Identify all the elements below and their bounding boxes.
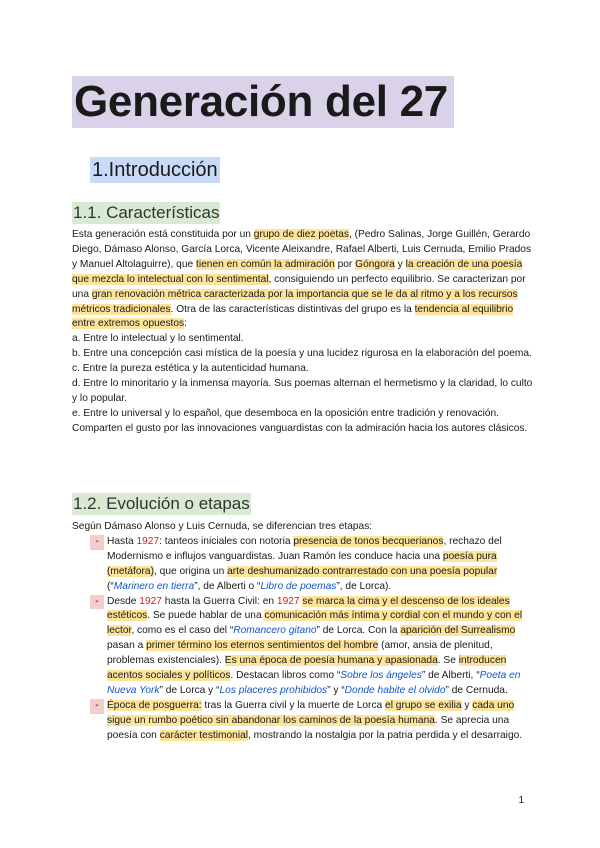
list-item: c. Entre la pureza estética y la autenticidad humana.: [72, 363, 309, 375]
list-item: e. Entre lo universal y lo español, que desemboca en la oposición entre tradición y renovación. Comparten el gusto por las innovaciones vanguardistas con la admiración hacia los autores clásicos.: [72, 407, 528, 434]
book-title: Los placeres prohibidos: [219, 684, 328, 696]
book-title: Romancero gitano: [233, 625, 317, 637]
highlight: arte deshumanizado contrarrestado con una poesía popular: [227, 565, 498, 577]
text-run: , que origina un: [154, 565, 228, 577]
text-run: hasta la Guerra Civil: en: [161, 595, 277, 607]
highlight: carácter testimonial: [159, 729, 249, 741]
text-run: y: [461, 699, 473, 711]
text-run: (“: [107, 580, 114, 592]
highlight: primer término los eternos sentimientos del hombre: [146, 640, 379, 652]
list-item: b. Entre una concepción casi mística de la poesía y una lucidez rigurosa en la elaboración del poema.: [72, 348, 532, 360]
text-run: ” de Cernuda.: [445, 684, 508, 696]
text-run: . Se: [437, 655, 459, 667]
text-run: . Otra de las características distintivas del grupo es la: [170, 303, 415, 315]
text-run: ” y “: [327, 684, 345, 696]
highlight: aparición del Surrealismo: [400, 625, 516, 637]
text-run: . Se puede hablar de una: [147, 610, 265, 622]
text-run: , consiguiendo un perfecto equilibrio. Se caracterizan por una: [72, 273, 526, 300]
evolucion-body: [72, 520, 534, 744]
text-run: ” de Lorca. Con la: [316, 625, 401, 637]
highlight: cada uno sigue un rumbo poético sin abandonar los caminos de la poesía humana: [107, 699, 515, 726]
book-title: Sobre los ángeles: [340, 670, 422, 682]
page-title: Generación del 27: [72, 76, 454, 128]
text-run: . Se aprecia una poesía con: [107, 714, 510, 741]
bullet-dash: -: [90, 535, 104, 550]
highlight: comunicación más íntima y cordial con el mundo y con el lector: [107, 610, 523, 637]
highlight: el grupo se exilia: [385, 699, 462, 711]
text-run: , rechazo del Modernismo e influjos vanguardistas. Juan Ramón les conduce hacia una: [107, 535, 502, 562]
highlight: gran renovación métrica caracterizada por la importancia que se le da al ritmo y a los recursos métricos tradicionales: [72, 288, 518, 315]
etapas-list: [72, 535, 534, 744]
text-run: Hasta: [107, 535, 137, 547]
highlight: tendencia al equilibrio entre extremos opuestos: [72, 303, 514, 330]
page-number: 1: [518, 795, 524, 806]
highlight: Es una época de poesía humana y apasionada: [224, 655, 438, 667]
bullet-dash: -: [90, 699, 104, 714]
highlight: la creación de una poesía que mezcla lo intelectual con lo sentimental: [72, 258, 523, 285]
text-run: ”, de Lorca).: [336, 580, 392, 592]
list-item: [72, 699, 534, 744]
book-title: Marinero en tierra: [113, 580, 195, 592]
highlight: Época de posguerra:: [107, 699, 202, 711]
etapas-intro: Según Dámaso Alonso y Luis Cernuda, se diferencian tres etapas:: [72, 521, 373, 532]
text-run: (amor, ansia de plenitud, problemas existenciales).: [107, 640, 493, 667]
text-run: , (Pedro Salinas, Jorge Guillén, Gerardo Diego, Dámaso Alonso, García Lorca, Vicente Aleixandre, Rafael Alberti, Luis Cernuda, Emilio Prados y Manuel Altolaguirre), que: [72, 229, 532, 270]
highlight: poesía pura (metáfora): [107, 550, 497, 577]
year: 1927: [136, 535, 160, 547]
text-run: : tanteos iniciales con notoria: [159, 535, 294, 547]
book-title: Donde habite el olvido: [344, 684, 446, 696]
text-run: pasan a: [107, 640, 147, 652]
caracteristicas-body: [72, 228, 534, 437]
text-run: Esta generación está constituida por un: [72, 229, 254, 240]
book-title: Libro de poemas: [260, 580, 337, 592]
section-heading-introduccion: 1.Introducción: [92, 159, 218, 181]
text-run: ” de Lorca y “: [159, 684, 220, 696]
bullet-dash: -: [90, 595, 104, 610]
book-title: Poeta en Nueva York: [107, 670, 521, 696]
highlight: Góngora: [355, 258, 395, 270]
highlight: grupo de diez poetas: [253, 229, 349, 240]
year: 1927: [139, 595, 162, 607]
text-run: , como es el caso del “: [131, 625, 234, 637]
highlight: presencia de tonos becquerianos: [293, 535, 444, 547]
text-run: , mostrando la nostalgia por la patria perdida y el desarraigo.: [248, 729, 523, 741]
subsection-heading-evolucion: 1.2. Evolución o etapas: [73, 494, 250, 513]
highlight: introducen acentos sociales y políticos: [107, 655, 507, 682]
highlight: se marca la cima y el descenso de los ideales estéticos: [107, 595, 510, 622]
year: 1927: [276, 595, 300, 607]
list-item: d. Entre lo minoritario y la inmensa mayoría. Sus poemas alternan el hermetismo y la claridad, lo culto y lo popular.: [72, 378, 533, 404]
text-run: por: [334, 258, 356, 270]
list-item: [72, 535, 534, 595]
text-run: ”, de Alberti o “: [194, 580, 261, 592]
subsection-heading-caracteristicas: 1.1. Características: [73, 203, 220, 222]
text-run: Desde: [107, 595, 140, 607]
text-run: . Destacan libros como “: [230, 670, 341, 682]
highlight: tienen en común la admiración: [196, 258, 335, 270]
text-run: y: [394, 258, 406, 270]
caracteristicas-paragraph: [72, 228, 534, 332]
list-item: a. Entre lo intelectual y lo sentimental.: [72, 333, 244, 345]
text-run: tras la Guerra civil y la muerte de Lorca: [201, 699, 386, 711]
list-item: [72, 595, 534, 699]
text-run: :: [184, 318, 187, 330]
text-run: ” de Alberti, “: [421, 670, 480, 682]
